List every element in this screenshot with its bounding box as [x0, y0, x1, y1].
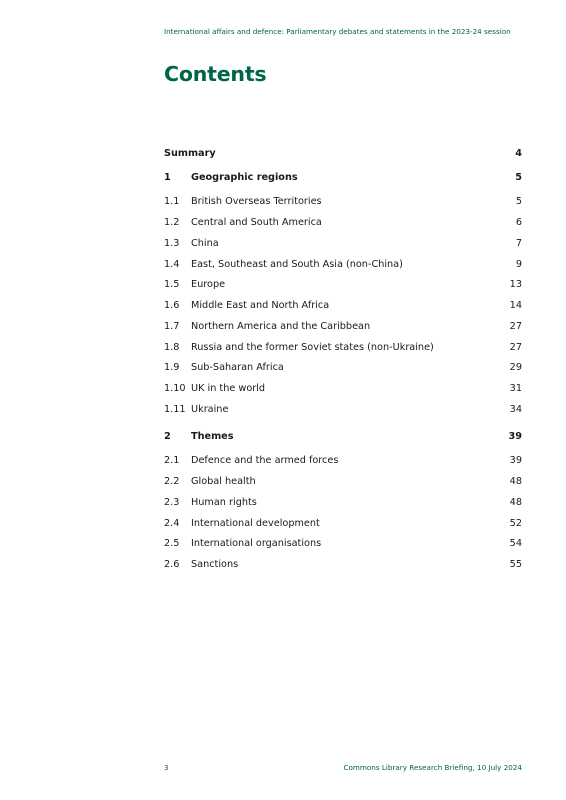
- toc-entry-title: Middle East and North Africa: [191, 300, 330, 311]
- toc-entry[interactable]: [164, 258, 522, 272]
- toc-entry-title: UK in the world: [191, 383, 266, 394]
- toc-entry-number: 1.7: [164, 321, 180, 332]
- toc-entry-title: Sanctions: [191, 559, 239, 570]
- toc-entry-number: 2.1: [164, 455, 180, 466]
- toc-entry-title: Central and South America: [191, 217, 322, 228]
- toc-entry[interactable]: [164, 537, 522, 551]
- toc-entry-page: 27: [509, 342, 522, 353]
- toc-entry-page: 4: [515, 148, 522, 159]
- toc-entry-page: 7: [515, 238, 522, 249]
- toc-entry-number: 1.2: [164, 217, 180, 228]
- page-title: Contents: [164, 62, 267, 86]
- toc-entry[interactable]: [164, 237, 522, 251]
- toc-entry-number: 1.3: [164, 238, 180, 249]
- toc-entry-page: 29: [509, 362, 522, 373]
- toc-entry-title: Geographic regions: [191, 172, 298, 183]
- toc-entry-page: 31: [509, 383, 522, 394]
- toc-entry-title: Themes: [191, 431, 234, 442]
- toc-entry[interactable]: [164, 496, 522, 510]
- toc-entry-title: Human rights: [191, 497, 257, 508]
- toc-entry[interactable]: [164, 517, 522, 531]
- running-header: International affairs and defence: Parliamentary debates and statements in the 2023-24 session: [164, 27, 511, 36]
- footer-page-number: 3: [164, 763, 169, 772]
- toc-entry[interactable]: [164, 216, 522, 230]
- toc-entry-page: 9: [515, 259, 522, 270]
- toc-entry-title: Global health: [191, 476, 256, 487]
- toc-entry-page: 39: [509, 455, 522, 466]
- toc-entry[interactable]: [164, 361, 522, 375]
- toc-entry-number: 2.5: [164, 538, 180, 549]
- toc-entry-number: 1.9: [164, 362, 180, 373]
- toc-entry-title: Ukraine: [191, 404, 229, 415]
- toc-entry-page: 48: [509, 476, 522, 487]
- toc-entry-number: 1: [164, 172, 171, 183]
- toc-entry-number: 2.2: [164, 476, 180, 487]
- toc-entry-title: China: [191, 238, 219, 249]
- toc-entry-title: International organisations: [191, 538, 322, 549]
- toc-entry-number: 1.10: [164, 383, 186, 394]
- toc-entry[interactable]: [164, 299, 522, 313]
- toc-entry-title: Defence and the armed forces: [191, 455, 339, 466]
- toc-entry[interactable]: [164, 320, 522, 334]
- toc-entry[interactable]: [164, 341, 522, 355]
- toc-entry-page: 13: [509, 279, 522, 290]
- toc-entry[interactable]: [164, 403, 522, 417]
- toc-entry-number: 2.4: [164, 518, 180, 529]
- toc-entry-number: 1.11: [164, 404, 186, 415]
- toc-entry-number: 1.4: [164, 259, 180, 270]
- toc-entry-page: 27: [509, 321, 522, 332]
- toc-entry[interactable]: [164, 278, 522, 292]
- toc-entry[interactable]: [164, 475, 522, 489]
- toc-entry-page: 52: [509, 518, 522, 529]
- toc-section-entry[interactable]: [164, 147, 522, 161]
- toc-entry-page: 39: [508, 431, 522, 442]
- toc-entry-number: 1.8: [164, 342, 180, 353]
- toc-entry-title: Northern America and the Caribbean: [191, 321, 371, 332]
- toc-entry-page: 48: [509, 497, 522, 508]
- toc-entry-title: Sub-Saharan Africa: [191, 362, 284, 373]
- toc-entry[interactable]: [164, 454, 522, 468]
- toc-entry-number: 2.6: [164, 559, 180, 570]
- toc-entry-page: 14: [509, 300, 522, 311]
- toc-section-entry[interactable]: [164, 171, 522, 185]
- toc-entry-page: 6: [515, 217, 522, 228]
- toc-entry-page: 5: [515, 172, 522, 183]
- toc-entry-title: Russia and the former Soviet states (non-Ukraine): [191, 342, 434, 353]
- toc-entry-number: 1.5: [164, 279, 180, 290]
- toc-entry-number: 1.6: [164, 300, 180, 311]
- toc-entry-title: International development: [191, 518, 320, 529]
- toc-entry-title: East, Southeast and South Asia (non-China): [191, 259, 403, 270]
- toc-entry-title: Europe: [191, 279, 226, 290]
- footer-source: Commons Library Research Briefing, 10 July 2024: [343, 763, 522, 772]
- toc-entry-page: 55: [509, 559, 522, 570]
- toc-entry[interactable]: [164, 558, 522, 572]
- toc-entry-number: 2: [164, 431, 171, 442]
- toc-entry[interactable]: [164, 195, 522, 209]
- toc-entry-page: 54: [509, 538, 522, 549]
- toc-section-entry[interactable]: [164, 430, 522, 444]
- toc-entry-title: British Overseas Territories: [191, 196, 322, 207]
- toc-entry-title: Summary: [164, 148, 216, 159]
- toc-entry-page: 34: [509, 404, 522, 415]
- toc-entry-number: 1.1: [164, 196, 180, 207]
- toc-entry-number: 2.3: [164, 497, 180, 508]
- toc-entry[interactable]: [164, 382, 522, 396]
- toc-entry-page: 5: [515, 196, 522, 207]
